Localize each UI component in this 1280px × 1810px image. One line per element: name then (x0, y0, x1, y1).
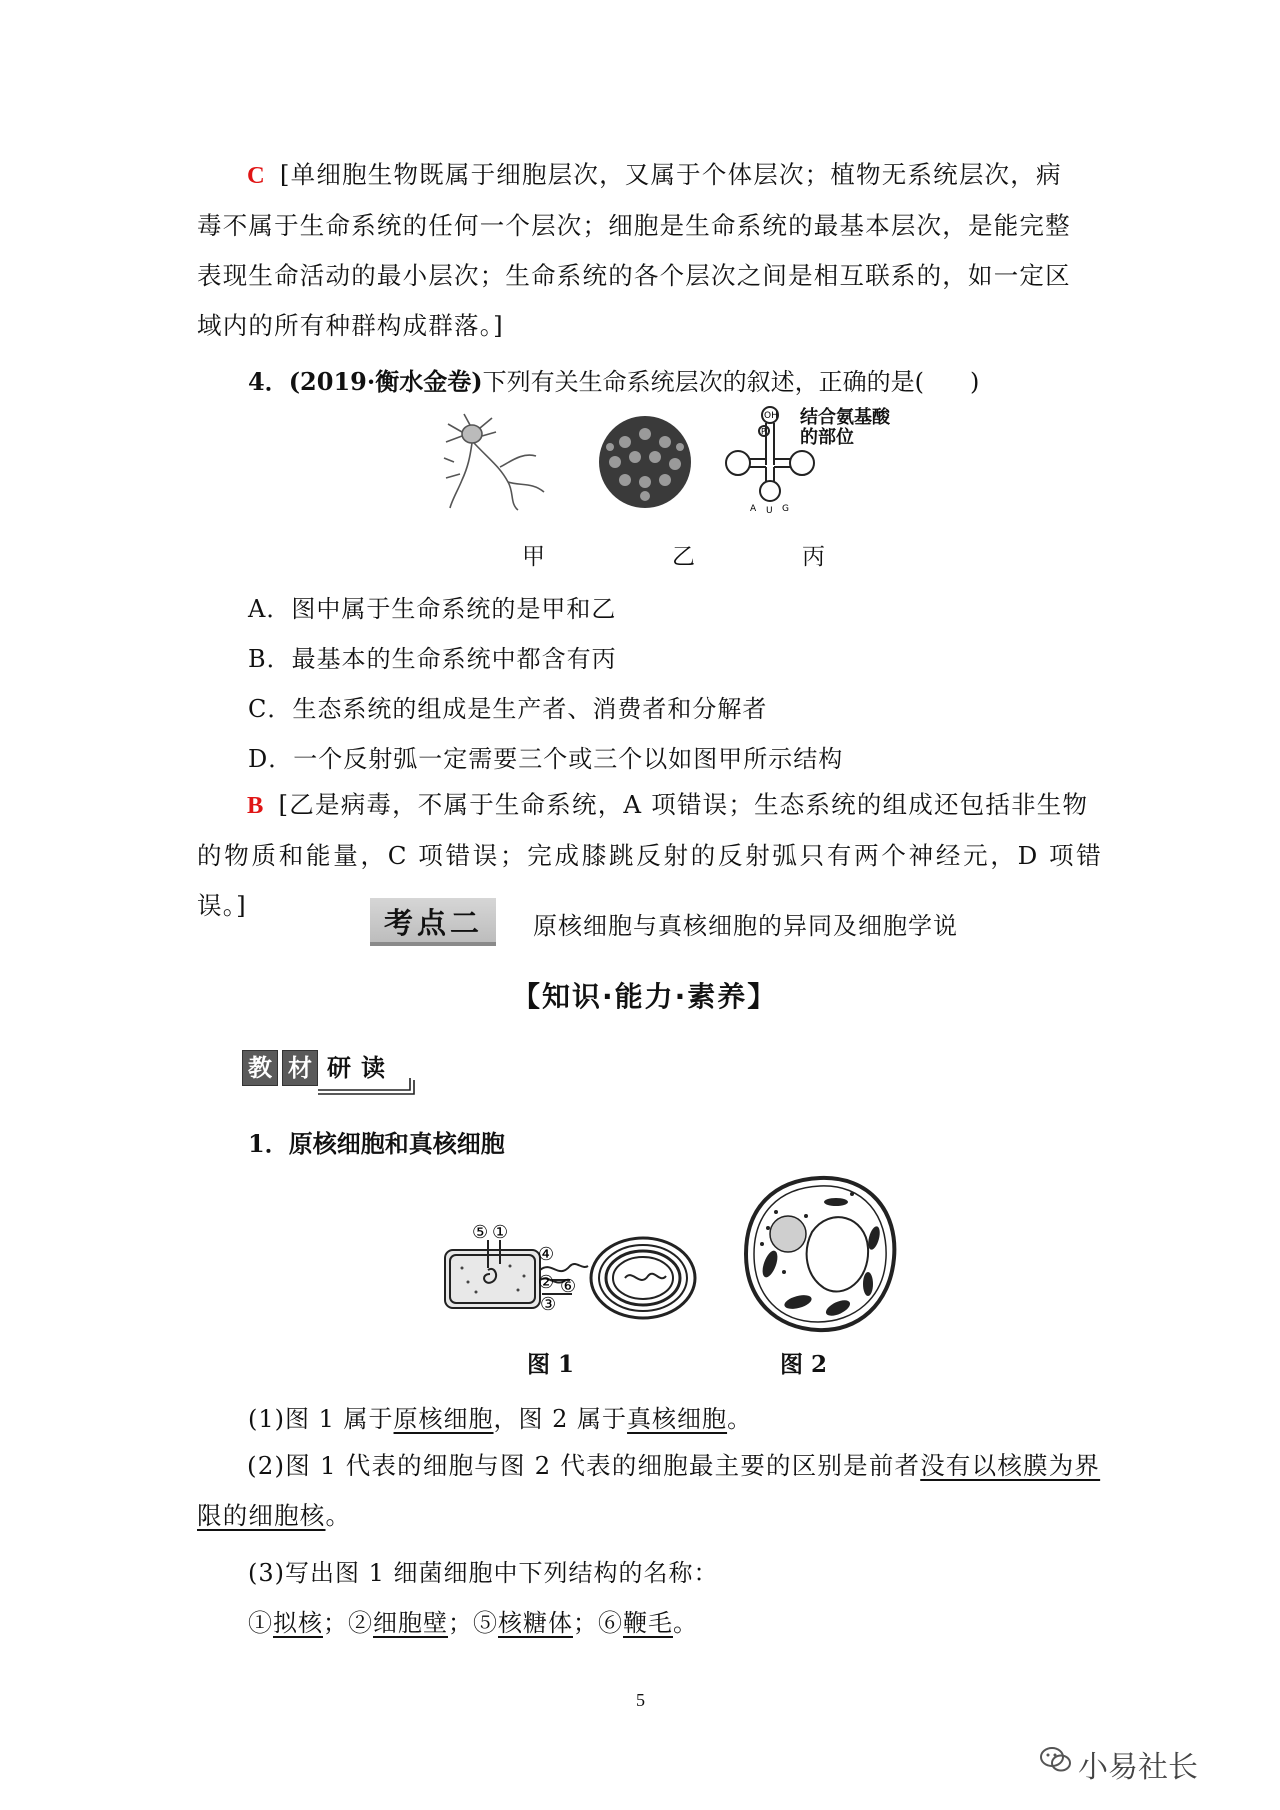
answer-blank: 拟核 (273, 1609, 323, 1637)
marker-6: ⑥ (560, 1276, 577, 1297)
page-number: 5 (636, 1690, 645, 1710)
prokaryote-figure (440, 1210, 700, 1340)
wechat-icon (1040, 1746, 1072, 1774)
question-source: (2019·衡水金卷) (288, 367, 483, 396)
answer-text-line: [乙是病毒，不属于生命系统，A 项错误；生态系统的组成还包括非生物 (278, 790, 1089, 819)
marker-2: ② (538, 1272, 555, 1293)
answer-blank: 鞭毛 (623, 1609, 673, 1637)
trna-oh-label: OH (764, 411, 778, 421)
section-subtitle: 原核细胞与真核细胞的异同及细胞学说 (533, 912, 958, 940)
answer-blank: 细胞壁 (373, 1609, 448, 1637)
item-1-part-4: ①拟核；②细胞壁；⑤核糖体；⑥鞭毛。 (248, 1609, 698, 1637)
item-1-heading: 1．原核细胞和真核细胞 (248, 1129, 505, 1158)
knowledge-heading: 【知识·能力·素养】 (512, 980, 778, 1013)
figure-label-bing: 丙 (802, 544, 825, 570)
virus-figure (590, 412, 700, 512)
section-title: 考点二 (384, 906, 484, 940)
item-1-part-1: (1)图 1 属于原核细胞，图 2 属于真核细胞。 (248, 1405, 753, 1433)
answer-letter: B (247, 792, 265, 819)
answer-text-line: 毒不属于生命系统的任何一个层次；细胞是生命系统的最基本层次，是能完整 (197, 211, 1071, 240)
answer-text-line: 表现生命活动的最小层次；生命系统的各个层次之间是相互联系的，如一定区 (197, 261, 1071, 290)
answer-blank: 没有以核膜为界 (920, 1451, 1101, 1480)
answer-blank: 真核细胞 (627, 1405, 728, 1433)
trna-p-label: P (761, 427, 766, 436)
answer-text-line: 域内的所有种群构成群落。] (197, 311, 504, 340)
q3-answer (197, 150, 1102, 351)
neuron-figure (440, 412, 550, 512)
answer-text-line: [单细胞生物既属于细胞层次，又属于个体层次；植物无系统层次，病 (279, 160, 1062, 189)
watermark-text: 小易社长 (1078, 1750, 1198, 1785)
answer-letter: C (247, 162, 266, 189)
eukaryote-figure (740, 1172, 900, 1337)
answer-blank: 原核细胞 (393, 1405, 494, 1433)
answer-blank: 核糖体 (498, 1609, 573, 1637)
marker-5: ⑤ (472, 1222, 489, 1243)
figure-2-label: 图 2 (780, 1351, 828, 1378)
option-b: B．最基本的生命系统中都含有丙 (248, 645, 617, 673)
question-4-heading: 4．(2019·衡水金卷)下列有关生命系统层次的叙述，正确的是( ) (248, 367, 980, 396)
marker-1: ① (492, 1222, 509, 1243)
question-stem: 下列有关生命系统层次的叙述，正确的是( (482, 368, 924, 396)
codon-u: U (766, 506, 773, 515)
jiaocai-yandu-tag: 教 材 研 读 (242, 1050, 390, 1086)
marker-3: ③ (540, 1294, 557, 1315)
figure-1-label: 图 1 (527, 1351, 575, 1378)
trna-callout: 结合氨基酸 的部位 (800, 407, 890, 448)
figure-label-jia: 甲 (522, 544, 545, 570)
option-d: D．一个反射弧一定需要三个或三个以如图甲所示结构 (248, 745, 844, 773)
figure-label-yi: 乙 (672, 544, 695, 570)
option-a: A．图中属于生命系统的是甲和乙 (248, 595, 617, 623)
item-1-part-3: (3)写出图 1 细菌细胞中下列结构的名称： (248, 1559, 719, 1587)
item-1-part-2: (2)图 1 代表的细胞与图 2 代表的细胞最主要的区别是前者没有以核膜为界 限的细胞核。 (197, 1451, 1101, 1530)
answer-blank: 限的细胞核 (197, 1501, 326, 1530)
codon-g: G (782, 504, 789, 514)
jiaocai-underline (242, 1050, 422, 1100)
codon-a: A (750, 504, 757, 514)
marker-4: ④ (538, 1244, 555, 1265)
option-c: C．生态系统的组成是生产者、消费者和分解者 (248, 695, 768, 723)
answer-text-line: 的物质和能量，C 项错误；完成膝跳反射的反射弧只有两个神经元，D 项错误。] (197, 841, 1102, 920)
